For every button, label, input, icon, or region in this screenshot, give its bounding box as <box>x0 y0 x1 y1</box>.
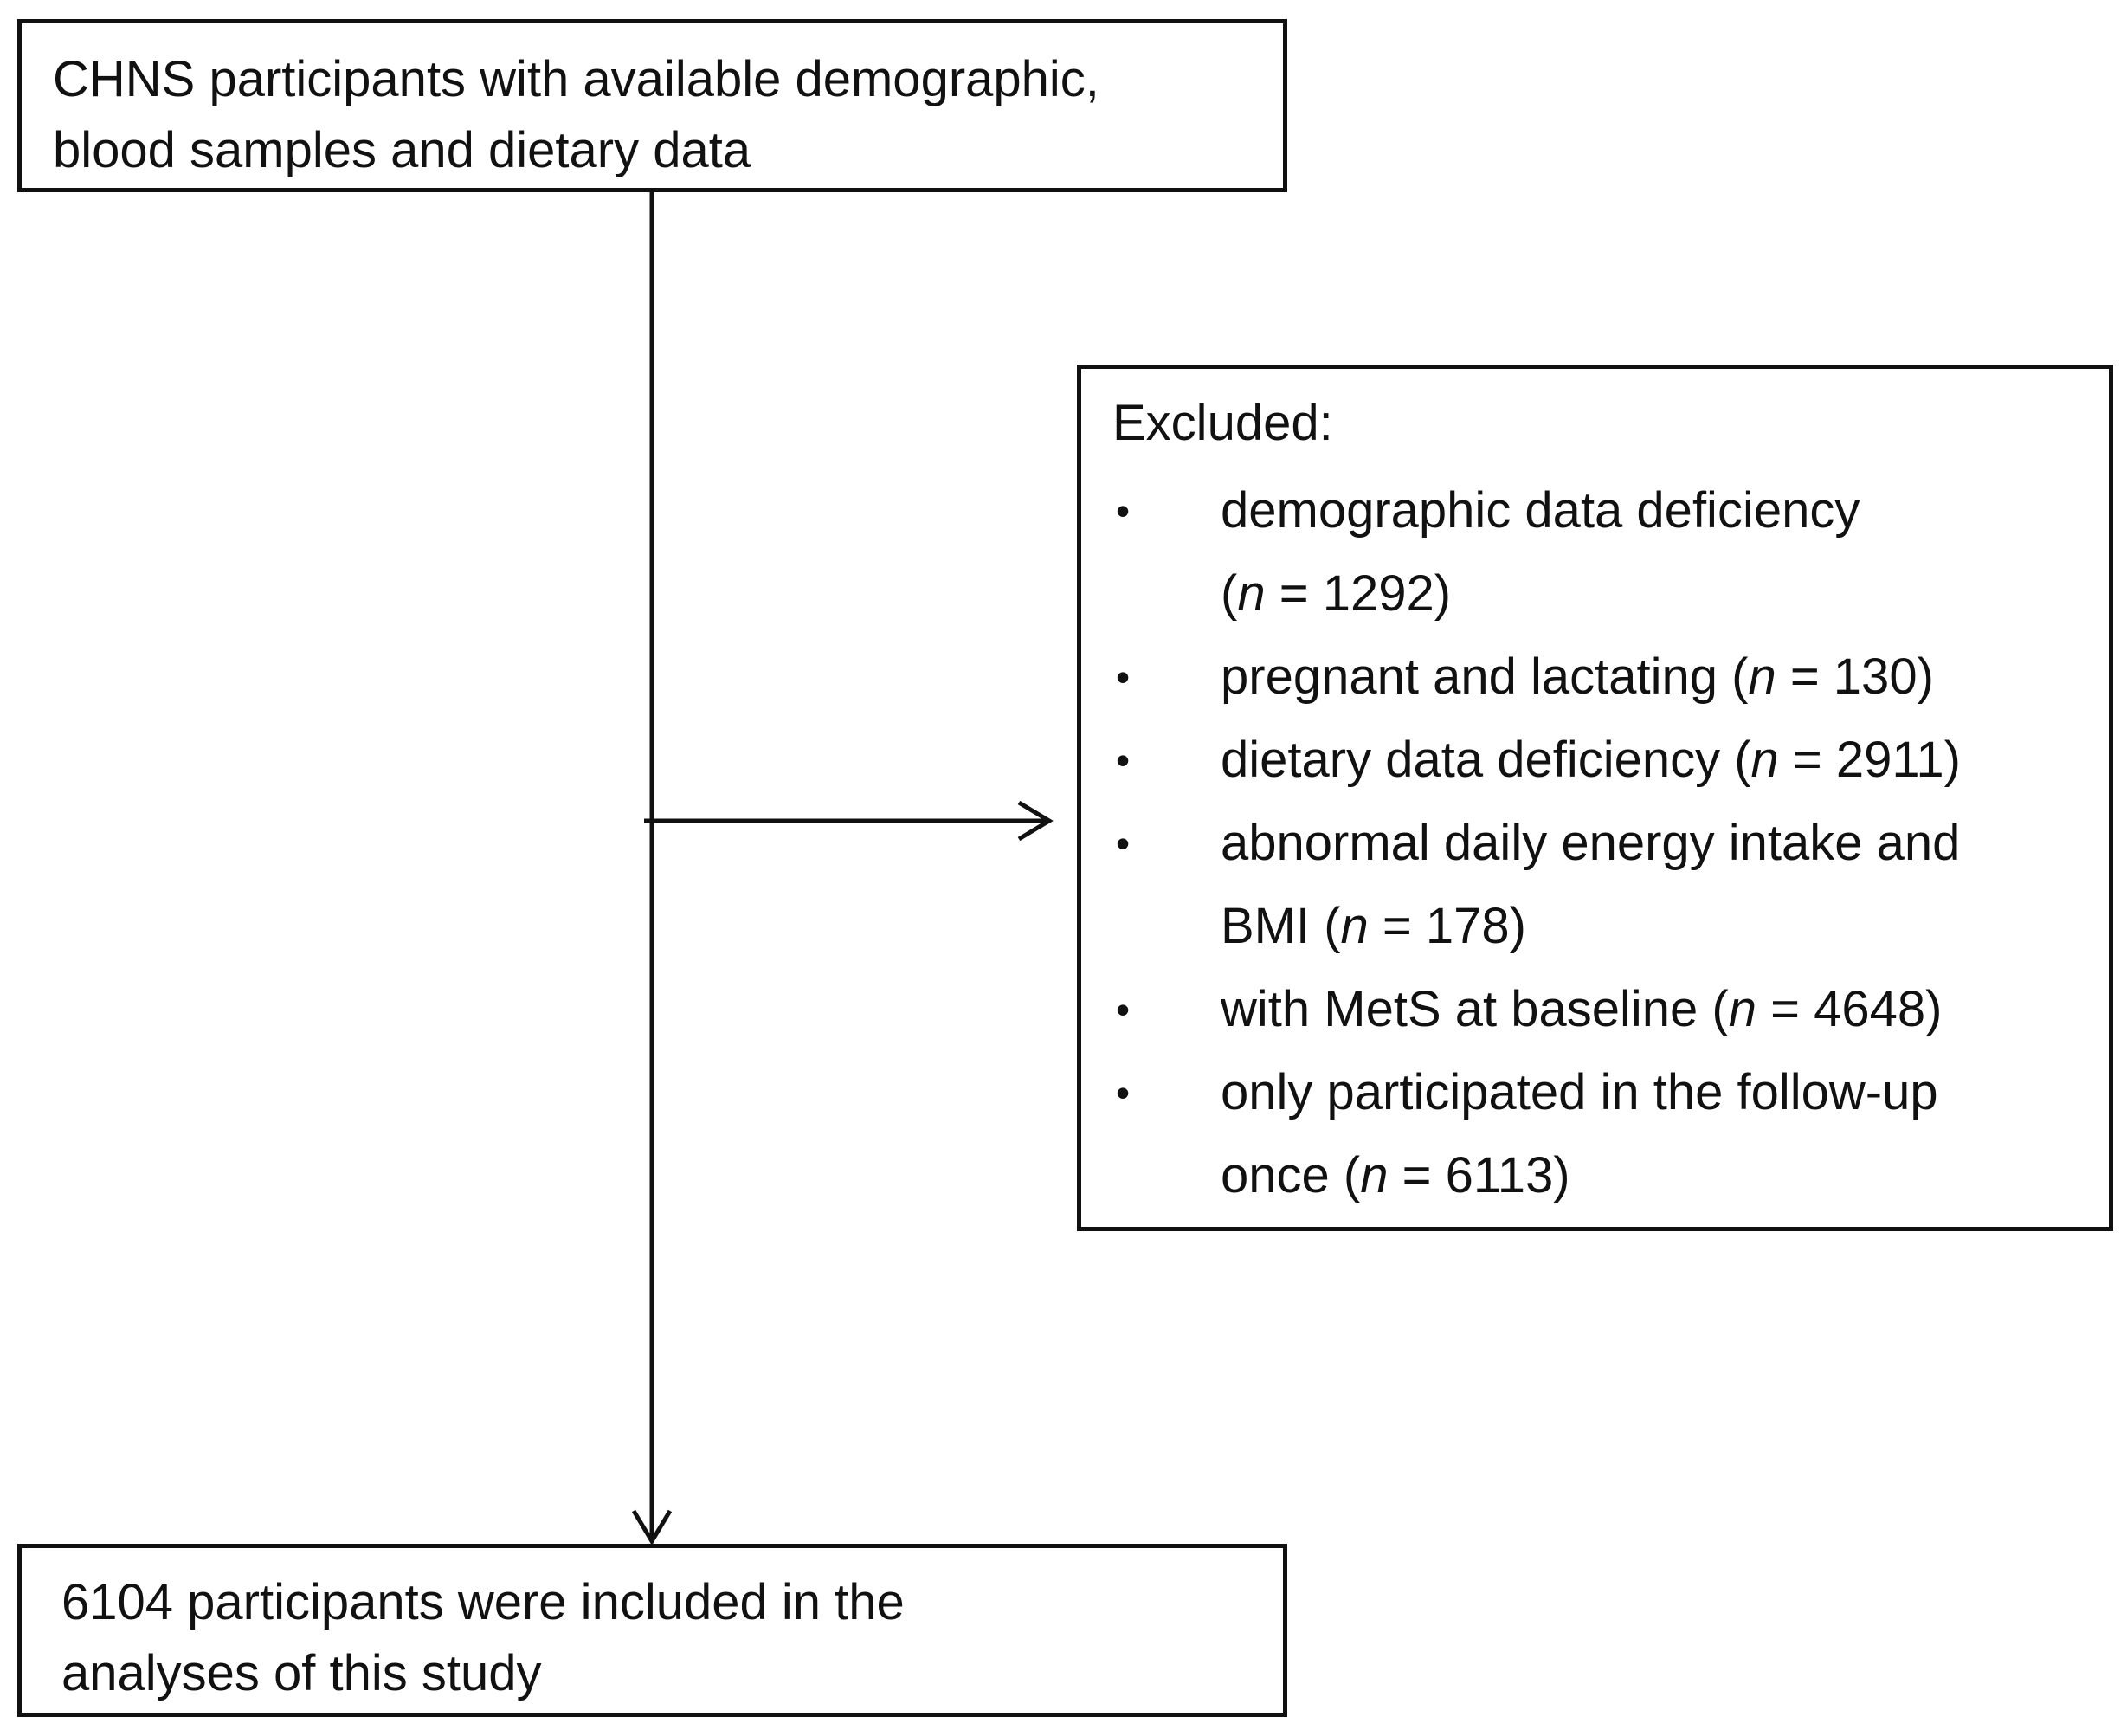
exclusion-item-text: pregnant and lactating ( <box>1221 649 1749 705</box>
bullet-icon: • <box>1116 821 1131 866</box>
exclusion-item-n: n <box>1360 1147 1389 1204</box>
exclusion-item <box>1112 636 2109 719</box>
exclusion-item <box>1112 469 2109 636</box>
source-population-box <box>17 19 1287 192</box>
exclusion-heading: Excluded: <box>1112 395 1333 451</box>
included-population-text: 6104 participants were included in the analyses of this study <box>61 1574 905 1701</box>
included-population-box <box>17 1544 1287 1717</box>
exclusion-item-text: with MetS at baseline ( <box>1221 981 1729 1037</box>
exclusion-item-text: demographic data deficiency ( <box>1221 482 1860 622</box>
bullet-icon: • <box>1116 655 1131 700</box>
exclusion-item-count: = 130) <box>1776 649 1934 705</box>
source-population-text: CHNS participants with available demographic, blood samples and dietary data <box>53 51 1099 178</box>
exclusion-list <box>1112 469 2109 1217</box>
exclusion-item-count: = 2911) <box>1778 732 1961 788</box>
exclusion-box <box>1077 365 2113 1231</box>
exclusion-item-n: n <box>1748 649 1776 705</box>
exclusion-item-count: = 6113) <box>1388 1147 1570 1204</box>
bullet-icon: • <box>1116 1070 1131 1115</box>
exclusion-item-count: = 1292) <box>1265 565 1452 622</box>
exclusion-item <box>1112 1051 2109 1217</box>
exclusion-item <box>1112 968 2109 1051</box>
exclusion-item-count: = 178) <box>1368 898 1526 954</box>
exclusion-item-n: n <box>1750 732 1779 788</box>
exclusion-item <box>1112 802 2109 968</box>
exclusion-item-text: abnormal daily energy intake and BMI ( <box>1221 815 1961 954</box>
exclusion-item-n: n <box>1237 565 1266 622</box>
exclusion-item-text: dietary data deficiency ( <box>1221 732 1751 788</box>
exclusion-item-text: only participated in the follow-up once ( <box>1221 1064 1938 1204</box>
exclusion-item-count: = 4648) <box>1756 981 1943 1037</box>
exclusion-item-n: n <box>1340 898 1369 954</box>
bullet-icon: • <box>1116 488 1131 533</box>
bullet-icon: • <box>1116 738 1131 783</box>
bullet-icon: • <box>1116 987 1131 1032</box>
exclusion-item <box>1112 719 2109 802</box>
exclusion-item-n: n <box>1728 981 1756 1037</box>
